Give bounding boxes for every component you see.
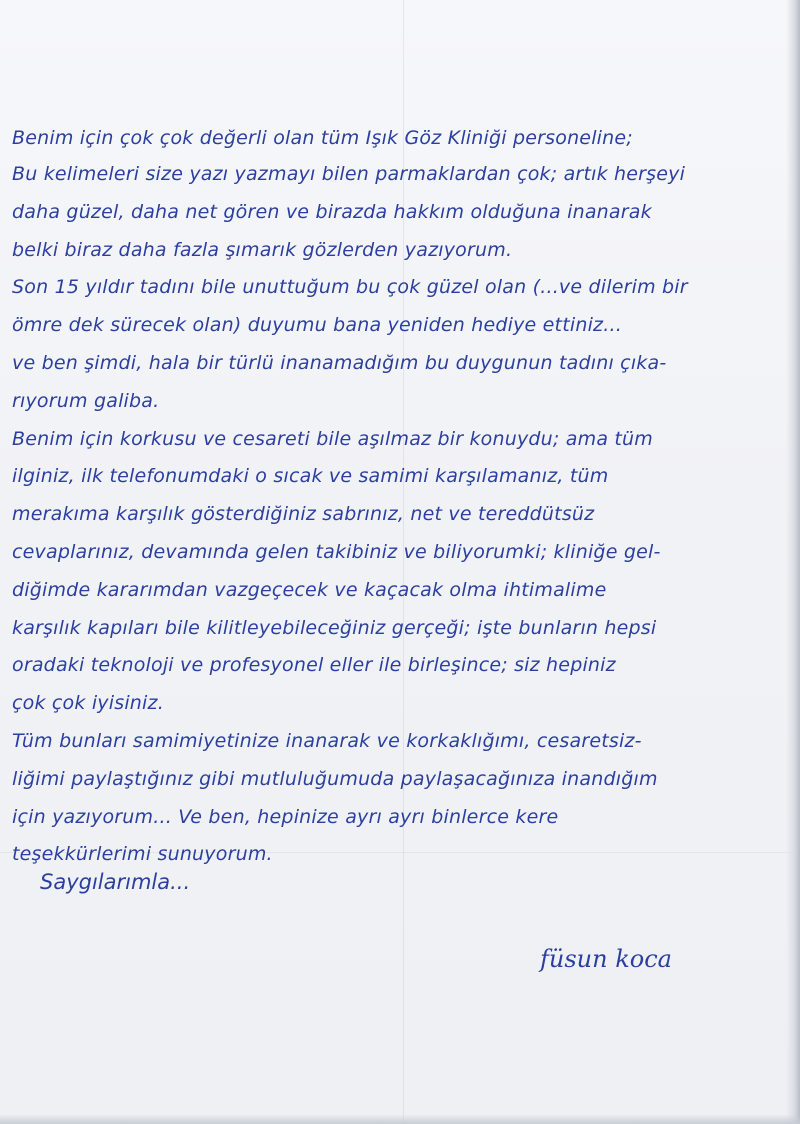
letter-lines (12, 156, 792, 874)
paper-edge-bottom (0, 1114, 800, 1124)
letter-line: diğimde kararımdan vazgeçecek ve kaçacak olma ihtimalime (12, 578, 607, 601)
letter-line: Son 15 yıldır tadını bile unuttuğum bu çok güzel olan (...ve dilerim bir (12, 276, 688, 299)
letter-line: oradaki teknoloji ve profesyonel eller ile birleşince; siz hepiniz (12, 654, 616, 677)
letter-line: Bu kelimeleri size yazı yazmayı bilen parmaklardan çok; artık herşeyi (12, 163, 686, 185)
letter-line: liğimi paylaştığınız gibi mutluluğumuda paylaşacağınıza inandığım (12, 767, 658, 790)
letter-line: teşekkürlerimi sunuyorum. (12, 843, 273, 866)
letter-line: Benim için korkusu ve cesareti bile aşılmaz bir konuydu; ama tüm (12, 427, 653, 450)
letter-line: cevaplarınız, devamında gelen takibiniz ve biliyorumki; kliniğe gel- (12, 540, 661, 563)
letter-line: için yazıyorum... Ve ben, hepinize ayrı ayrı binlerce kere (12, 805, 559, 828)
letter-line: daha güzel, daha net gören ve birazda hakkım olduğuna inanarak (12, 200, 652, 223)
signature: füsun koca (540, 945, 672, 973)
letter-line: rıyorum galiba. (12, 389, 160, 412)
letter-body (12, 120, 792, 874)
letter-line: Tüm bunları samimiyetinize inanarak ve korkaklığımı, cesaretsiz- (12, 729, 642, 752)
letter-line: ilginiz, ilk telefonumdaki o sıcak ve samimi karşılamanız, tüm (12, 465, 609, 488)
letter-line: çok çok iyisiniz. (12, 692, 164, 715)
letter-line: merakıma karşılık gösterdiğiniz sabrınız, net ve tereddütsüz (12, 503, 595, 526)
letter-line: ve ben şimdi, hala bir türlü inanamadığım bu duygunun tadını çıka- (12, 351, 667, 374)
letter-line: karşılık kapıları bile kilitleyebileceğiniz gerçeği; işte bunların hepsi (12, 616, 657, 639)
letter-line: belki biraz daha fazla şımarık gözlerden yazıyorum. (12, 238, 513, 261)
closing: Saygılarımla... (40, 870, 191, 894)
salutation: Benim için çok çok değerli olan tüm Işık Göz Kliniği personeline; (12, 127, 633, 149)
letter-line: ömre dek sürecek olan) duyumu bana yeniden hediye ettiniz... (12, 314, 622, 337)
